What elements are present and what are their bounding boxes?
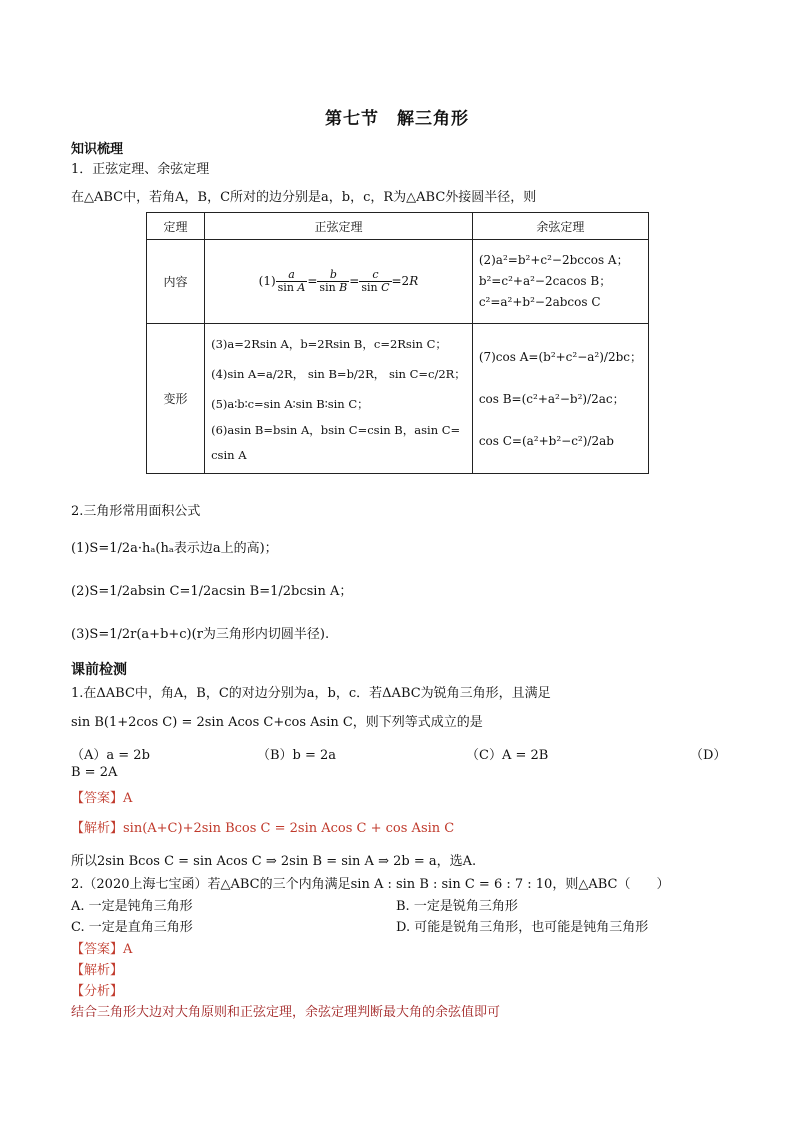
q1-stem-line2: sin B(1+2cos C) = 2sin Acos C+cos Asin C，则下列等式成立的是 — [71, 715, 483, 730]
area-formula-1: (1)S=1/2a·hₐ(hₐ表示边a上的高)； — [71, 541, 278, 556]
cosine-transform-c: cos C=(a²+b²−c²)/2ab — [478, 433, 614, 448]
header-cosine-law: 余弦定理 — [472, 213, 648, 240]
page-title: 第七节 解三角形 — [325, 109, 469, 129]
area-formula-2: (2)S=1/2absin C=1/2acsin B=1/2bcsin A； — [71, 584, 353, 599]
q1-analysis — [71, 817, 454, 836]
sine-transform-6b: csin A — [211, 447, 247, 462]
q1-option-b: （B）b = 2a — [257, 748, 337, 763]
q2-option-d: D. 可能是锐角三角形，也可能是钝角三角形 — [396, 920, 649, 935]
cosine-transform-a: (7)cos A=(b²+c²−a²)/2bc； — [478, 349, 642, 364]
theorem-table — [146, 212, 649, 474]
cosine-line-c: c²=a²+b²−2abcos C — [478, 295, 601, 309]
sine-transform-4: (4)sin A=a/2R， sin B=b/2R， sin C=c/2R； — [211, 366, 466, 381]
q2-analysis: 【解析】 — [71, 963, 124, 978]
section-pretest: 课前检测 — [71, 662, 127, 678]
q2-hint: 结合三角形大边对大角原则和正弦定理，余弦定理判断最大角的余弦值即可 — [71, 1005, 501, 1020]
q2-stem: 2.（2020上海七宝函）若△ABC的三个内角满足sin A : sin B : sin C = 6 : 7 : 10，则△ABC（ ） — [71, 877, 670, 892]
sine-transform-6: (6)asin B=bsin A，bsin C=csin B，asin C= — [211, 422, 461, 437]
section-knowledge: 知识梳理 — [71, 142, 124, 157]
subsection-area: 2.三角形常用面积公式 — [71, 504, 201, 519]
cosine-line-a: (2)a²=b²+c²−2bccos A； — [478, 253, 629, 267]
q2-option-a: A. 一定是钝角三角形 — [71, 899, 193, 914]
q1-option-d-value: B = 2A — [71, 765, 118, 780]
q1-analysis-text: 【解析】sin(A+C)+2sin Bcos C = 2sin Acos C + cos Asin C — [71, 821, 455, 836]
sine-law-content: (1) $\frac{a}{\text{sin A}}$ = $\frac{b}{\text{sin B}}$ = $\frac{c}{\text{sin C}}$ =2R — [205, 240, 473, 324]
cosine-law-content — [472, 240, 648, 324]
sine-transform-5: (5)a∶b∶c=sin A∶sin B∶sin C； — [211, 396, 369, 411]
cosine-transform-b: cos B=(c²+a²−b²)/2ac； — [478, 391, 625, 406]
q1-option-c: （C）A = 2B — [466, 748, 549, 763]
row-label-transform: 变形 — [147, 324, 205, 474]
q1-stem-line1: 1.在ΔABC中，角A，B，C的对边分别为a，b，c．若ΔABC为锐角三角形，且满足 — [71, 686, 551, 701]
q2-option-c: C. 一定是直角三角形 — [71, 920, 193, 935]
q1-answer: 【答案】A — [71, 791, 133, 806]
q1-conclusion: 所以2sin Bcos C = sin Acos C ⇒ 2sin B = sin A ⇒ 2b = a，选A. — [71, 854, 477, 869]
q1-option-d: （D） — [690, 748, 727, 763]
q2-answer: 【答案】A — [71, 942, 133, 957]
cosine-law-transform — [472, 324, 648, 474]
subsection-sine-cosine: 1．正弦定理、余弦定理 — [71, 162, 210, 177]
q1-option-a: （A）a = 2b — [71, 748, 150, 763]
q2-option-b: B. 一定是锐角三角形 — [396, 899, 518, 914]
sine-law-transform — [205, 324, 473, 474]
row-label-content: 内容 — [147, 240, 205, 324]
cosine-line-b: b²=c²+a²−2cacos B； — [478, 274, 612, 288]
header-theorem: 定理 — [147, 213, 205, 240]
sine-transform-3: (3)a=2Rsin A，b=2Rsin B，c=2Rsin C； — [211, 336, 447, 351]
header-sine-law: 正弦定理 — [205, 213, 473, 240]
q2-fenxi: 【分析】 — [71, 984, 124, 999]
intro-text: 在△ABC中，若角A，B，C所对的边分别是a，b，c，R为△ABC外接圆半径，则 — [71, 190, 537, 205]
area-formula-3: (3)S=1/2r(a+b+c)(r为三角形内切圆半径). — [71, 627, 330, 642]
